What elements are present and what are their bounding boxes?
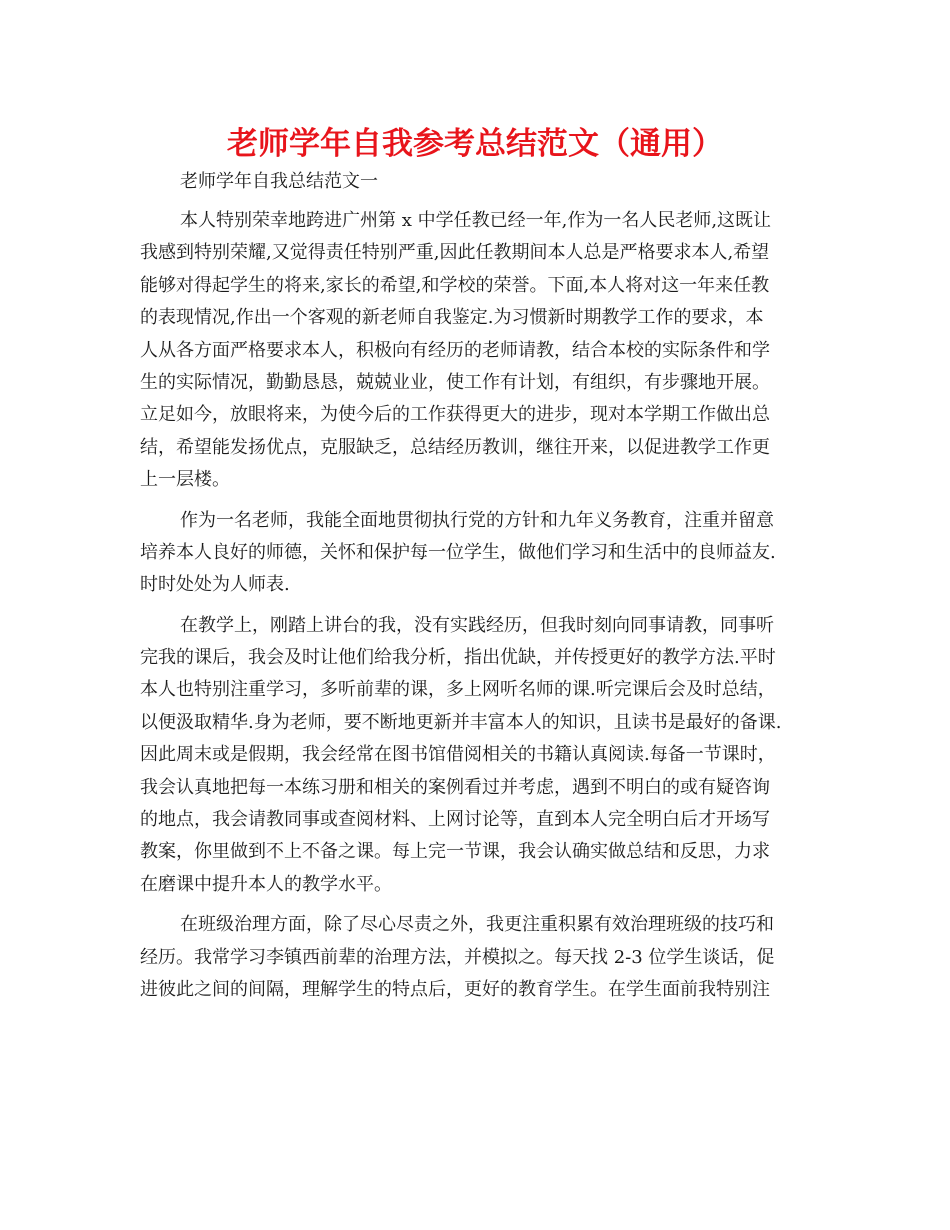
- paragraph-2: [140, 505, 810, 602]
- paragraph-line: 能够对得起学生的将来,家长的希望,和学校的荣誉。下面,本人将对这一年来任教: [140, 274, 770, 296]
- paragraph-line: 生的实际情况，勤勤恳恳，兢兢业业，使工作有计划，有组织，有步骤地开展。: [140, 371, 770, 393]
- paragraph-line: 本人特别荣幸地跨进广州第 x 中学任教已经一年,作为一名人民老师,这既让: [180, 210, 772, 231]
- paragraph-line: 在教学上，刚踏上讲台的我，没有实践经历，但我时刻向同事请教，同事听: [180, 614, 774, 636]
- paragraph-1: [140, 205, 810, 497]
- paragraph-line: 结，希望能发扬优点，克服缺乏，总结经历教训，继往开来，以促进教学工作更: [140, 436, 770, 458]
- paragraph-line: 经历。我常学习李镇西前辈的治理方法，并模拟之。每天找 2-3 位学生谈话，促: [140, 946, 775, 968]
- paragraph-line: 培养本人良好的师德，关怀和保护每一位学生，做他们学习和生活中的良师益友.: [140, 541, 776, 563]
- paragraph-line: 作为一名老师，我能全面地贯彻执行党的方针和九年义务教育，注重并留意: [180, 509, 774, 531]
- paragraph-line: 教案，你里做到不上不备之课。每上完一节课，我会认确实做总结和反思，力求: [140, 841, 770, 863]
- paragraph-line: 上一层楼。: [140, 469, 230, 491]
- paragraph-line: 的地点，我会请教同事或查阅材料、上网讨论等，直到本人完全明白后才开场写: [140, 809, 770, 831]
- paragraph-line: 完我的课后，我会及时让他们给我分析，指出优缺，并传授更好的教学方法.平时: [140, 647, 776, 669]
- paragraph-line: 时时处处为人师表.: [140, 574, 290, 596]
- document-title: 老师学年自我参考总结范文（通用）: [227, 126, 723, 162]
- paragraph-line: 进彼此之间的间隔，理解学生的特点后，更好的教育学生。在学生面前我特别注: [140, 978, 770, 1000]
- paragraph-line: 立足如今，放眼将来，为使今后的工作获得更大的进步，现对本学期工作做出总: [140, 404, 770, 426]
- paragraph-line: 在磨课中提升本人的教学水平。: [140, 873, 392, 895]
- paragraph-line: 以便汲取精华.身为老师，要不断地更新并丰富本人的知识，且读书是最好的备课.: [140, 711, 782, 733]
- document-subtitle: 老师学年自我总结范文一: [180, 171, 378, 192]
- paragraph-line: 本人也特别注重学习，多听前辈的课，多上网听名师的课.听完课后会及时总结，: [140, 679, 776, 701]
- paragraph-line: 因此周末或是假期，我会经常在图书馆借阅相关的书籍认真阅读.每备一节课时，: [140, 744, 776, 766]
- paragraph-3: [140, 610, 810, 902]
- paragraph-4: [140, 909, 810, 1006]
- paragraph-line: 我感到特别荣耀,又觉得责任特别严重,因此任教期间本人总是严格要求本人,希望: [140, 242, 770, 264]
- paragraph-line: 在班级治理方面，除了尽心尽责之外，我更注重积累有效治理班级的技巧和: [180, 914, 774, 936]
- paragraph-line: 人从各方面严格要求本人，积极向有经历的老师请教，结合本校的实际条件和学: [140, 339, 770, 361]
- paragraph-line: 我会认真地把每一本练习册和相关的案例看过并考虑，遇到不明白的或有疑咨询: [140, 776, 770, 798]
- paragraph-line: 的表现情况,作出一个客观的新老师自我鉴定.为习惯新时期教学工作的要求，本: [140, 307, 764, 329]
- document-body: [140, 166, 810, 1014]
